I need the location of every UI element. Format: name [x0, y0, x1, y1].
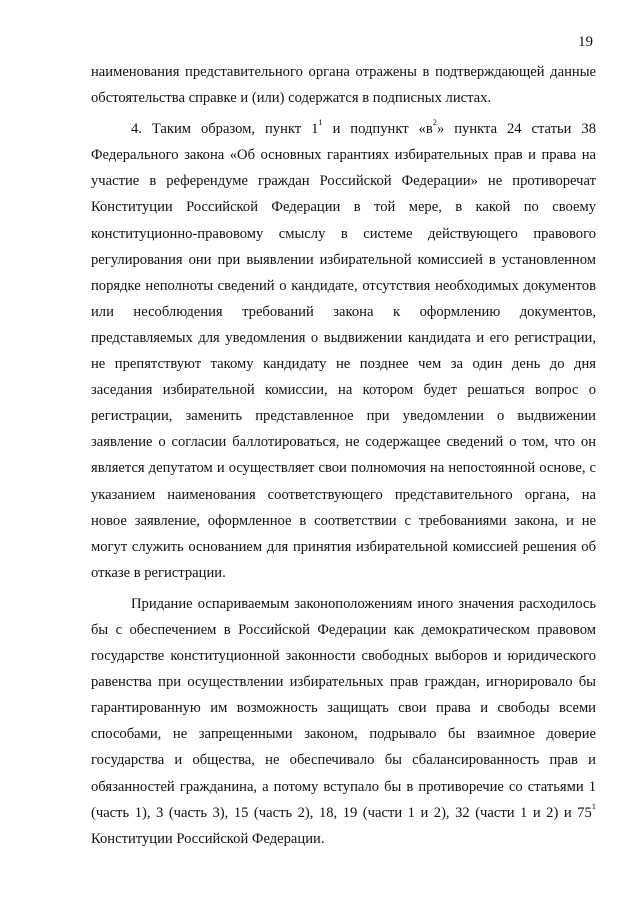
text-line: Конституции Российской Федерации в той мере, в какой по своему: [91, 199, 596, 216]
text-line: заявление о согласии баллотироваться, не содержащее сведений о том, что он: [91, 434, 596, 451]
text-line: является депутатом и осуществляет свои полномочия на непостоянной основе, с: [91, 460, 596, 477]
text-line: гарантированную им возможность защищать свои права и свободы всеми: [91, 700, 596, 717]
document-body: [91, 59, 596, 852]
text-line: государстве конституционной законности свободных выборов и юридического: [91, 648, 596, 665]
text-line: конституционно-правовому смыслу в системе действующего правового: [91, 225, 596, 242]
text-line: порядке неполноты сведений о кандидате, отсутствия необходимых документов: [91, 277, 596, 294]
page-number: 19: [578, 34, 593, 50]
paragraph-conclusion: [91, 591, 596, 852]
text-line: бы с обеспечением в Российской Федерации как демократическом правовом: [91, 621, 596, 638]
text-line: способами, не запрещенными законом, подрывало бы взаимное доверие: [91, 726, 596, 743]
text-line: обязанностей гражданина, а потому вступало бы в противоречие со статьями 1: [91, 778, 596, 795]
text-line: Федерального закона «Об основных гарантиях избирательных прав и права на: [91, 147, 596, 164]
text-line: участие в референдуме граждан Российской Федерации» не противоречат: [91, 173, 596, 190]
text-line: могут служить основанием для принятия избирательной комиссией решения об: [91, 538, 596, 555]
text-line: (часть 1), 3 (часть 3), 15 (часть 2), 18, 19 (части 1 и 2), 32 (части 1 и 2) и $75^1$: [91, 800, 596, 821]
text-line: отказе в регистрации.: [91, 564, 226, 581]
text-line: или несоблюдения требований закона к оформлению документов,: [91, 303, 596, 320]
text-line: не препятствуют такому кандидату не позднее чем за один день до дня: [91, 356, 596, 373]
superscript: 2: [432, 117, 437, 128]
text-line: равенства при осуществлении избирательных прав граждан, игнорировало бы: [91, 674, 596, 691]
superscript: 1: [318, 117, 323, 128]
text-line: наименования представительного органа отражены в подтверждающей данные: [91, 64, 596, 80]
text-line: обстоятельства справке и (или) содержатся в подписных листах.: [91, 90, 492, 107]
text-line: регистрации, заменить представленное при уведомлении о выдвижении: [91, 408, 596, 425]
text-line: Придание оспариваемым законоположениям иного значения расходилось: [131, 595, 596, 612]
text-line: указанием наименования соответствующего представительного органа, на: [91, 486, 596, 503]
paragraph-item-4: [91, 116, 596, 586]
text-line: регулирования они при выявлении избирательной комиссией в установленном: [91, 251, 596, 268]
superscript: 1: [591, 800, 596, 811]
text-line: 4. Таким образом, пункт $1^1$ и подпункт «$в^2$» пункта 24 статьи 38: [131, 117, 596, 138]
paragraph-continuation: [91, 59, 596, 111]
text-line: представляемых для уведомления о выдвижении кандидата и его регистрации,: [91, 329, 596, 346]
text-line: Конституции Российской Федерации.: [91, 830, 325, 847]
text-line: новое заявление, оформленное в соответствии с требованиями закона, и не: [91, 512, 596, 529]
text-line: государства и общества, не обеспечивало бы сбалансированность прав и: [91, 752, 596, 769]
text-line: заседания избирательной комиссии, на котором будет решаться вопрос о: [91, 382, 596, 399]
